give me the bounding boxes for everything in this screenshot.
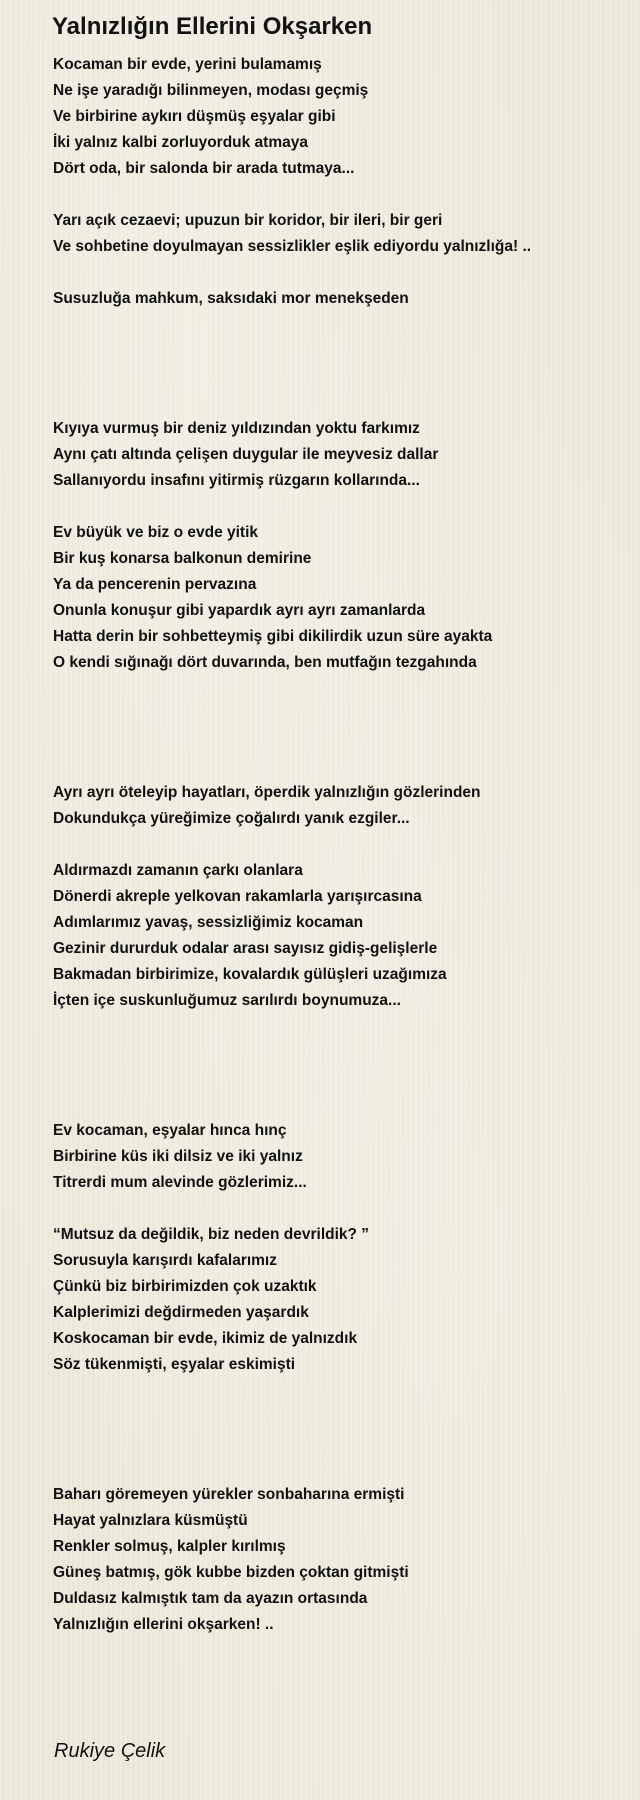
- poem-line: İçten içe suskunluğumuz sarılırdı boynumuza...: [53, 992, 401, 1009]
- poem-line: Baharı göremeyen yürekler sonbaharına ermişti: [53, 1486, 405, 1503]
- stanza: [53, 1222, 633, 1378]
- poem-line: Ve birbirine aykırı düşmüş eşyalar gibi: [53, 108, 336, 125]
- poem-line: Renkler solmuş, kalpler kırılmış: [53, 1538, 286, 1555]
- poem-line: İki yalnız kalbi zorluyorduk atmaya: [53, 134, 308, 151]
- poem-line: Susuzluğa mahkum, saksıdaki mor menekşeden: [53, 290, 409, 307]
- poem-line: Güneş batmış, gök kubbe bizden çoktan gitmişti: [53, 1564, 409, 1581]
- poem-line: Duldasız kalmıştık tam da ayazın ortasında: [53, 1590, 368, 1607]
- poem-line: “Mutsuz da değildik, biz neden devrildik? ”: [53, 1226, 370, 1243]
- stanza: [53, 286, 633, 312]
- poem-line: Hatta derin bir sohbetteymiş gibi dikilirdik uzun süre ayakta: [53, 628, 493, 645]
- poem-line: Dokundukça yüreğimize çoğalırdı yanık ezgiler...: [53, 810, 410, 827]
- poem-line: Kalplerimizi değdirmeden yaşardık: [53, 1304, 309, 1321]
- poem-line: Koskocaman bir evde, ikimiz de yalnızdık: [53, 1330, 358, 1347]
- poem-line: Kocaman bir evde, yerini bulamamış: [53, 56, 322, 73]
- poem-line: Ev büyük ve biz o evde yitik: [53, 524, 259, 541]
- poem-line: Bir kuş konarsa balkonun demirine: [53, 550, 312, 567]
- poem-body: [53, 52, 633, 1638]
- poem-line: Yarı açık cezaevi; upuzun bir koridor, bir ileri, bir geri: [53, 212, 443, 229]
- poem-line: Sallanıyordu insafını yitirmiş rüzgarın kollarında...: [53, 472, 420, 489]
- poem-line: Adımlarımız yavaş, sessizliğimiz kocaman: [53, 914, 364, 931]
- poem-line: Bakmadan birbirimize, kovalardık gülüşleri uzağımıza: [53, 966, 447, 983]
- poem-line: Titrerdi mum alevinde gözlerimiz...: [53, 1174, 307, 1191]
- poem-line: Aynı çatı altında çelişen duygular ile meyvesiz dallar: [53, 446, 439, 463]
- poem-line: Dönerdi akreple yelkovan rakamlarla yarışırcasına: [53, 888, 422, 905]
- poem-title: Yalnızlığın Ellerini Okşarken: [52, 13, 373, 40]
- poem-line: Ne işe yaradığı bilinmeyen, modası geçmiş: [53, 82, 369, 99]
- poem-line: Söz tükenmişti, eşyalar eskimişti: [53, 1356, 296, 1373]
- poem-line: Sorusuyla karışırdı kafalarımız: [53, 1252, 277, 1269]
- poem-line: Onunla konuşur gibi yapardık ayrı ayrı zamanlarda: [53, 602, 426, 619]
- stanza: [53, 1118, 633, 1196]
- poem-line: Dört oda, bir salonda bir arada tutmaya...: [53, 160, 355, 177]
- poem-line: Çünkü biz birbirimizden çok uzaktık: [53, 1278, 317, 1295]
- stanza: [53, 858, 633, 1014]
- poem-line: Hayat yalnızlara küsmüştü: [53, 1512, 248, 1529]
- poem-line: Gezinir dururduk odalar arası sayısız gidiş-gelişlerle: [53, 940, 438, 957]
- poem-line: Ev kocaman, eşyalar hınca hınç: [53, 1122, 287, 1139]
- poem-line: Birbirine küs iki dilsiz ve iki yalnız: [53, 1148, 303, 1165]
- stanza: [53, 780, 633, 832]
- poem-line: Ayrı ayrı öteleyip hayatları, öperdik yalnızlığın gözlerinden: [53, 784, 481, 801]
- poem-line: Ya da pencerenin pervazına: [53, 576, 257, 593]
- stanza: [53, 520, 633, 676]
- stanza: [53, 416, 633, 494]
- stanza: [53, 52, 633, 182]
- poem-line: Ve sohbetine doyulmayan sessizlikler eşlik ediyordu yalnızlığa! ..: [53, 238, 532, 255]
- stanza: [53, 1482, 633, 1638]
- poem-line: Yalnızlığın ellerini okşarken! ..: [53, 1616, 274, 1633]
- poem-line: O kendi sığınağı dört duvarında, ben mutfağın tezgahında: [53, 654, 477, 671]
- poem-author: Rukiye Çelik: [54, 1740, 166, 1762]
- stanza: [53, 208, 633, 260]
- poem-line: Aldırmazdı zamanın çarkı olanlara: [53, 862, 303, 879]
- poem-line: Kıyıya vurmuş bir deniz yıldızından yoktu farkımız: [53, 420, 420, 437]
